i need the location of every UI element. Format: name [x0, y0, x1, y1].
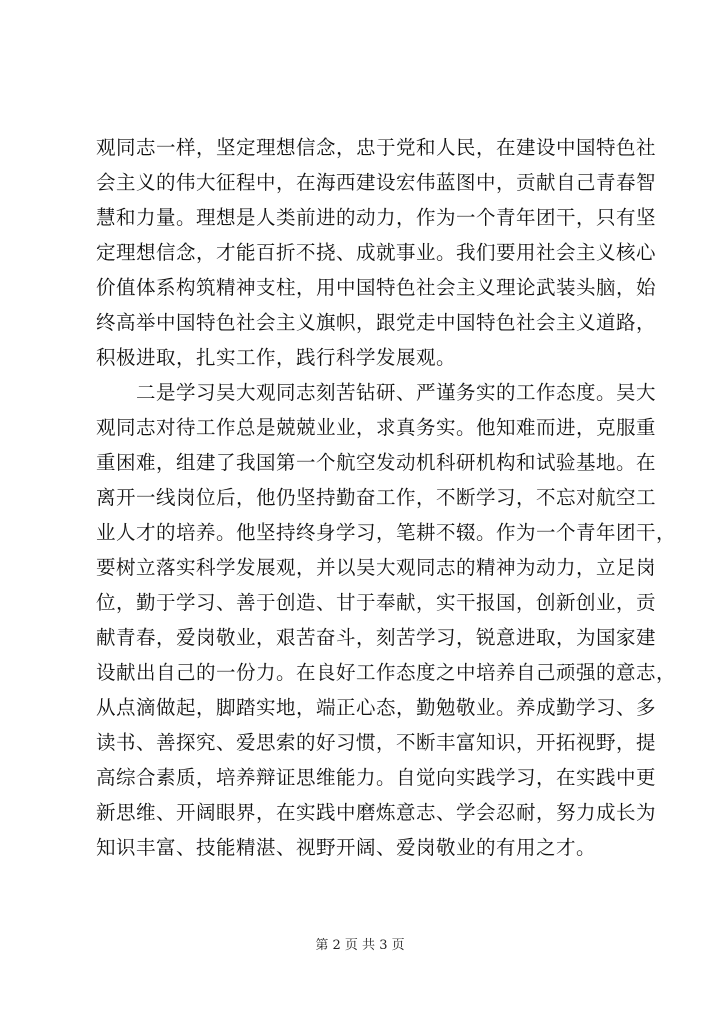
text-line: 会主义的伟大征程中，在海西建设宏伟蓝图中，贡献自己青春智 — [96, 171, 657, 194]
text-line: 价值体系构筑精神支柱，用中国特色社会主义理论武装头脑，始 — [96, 276, 657, 299]
text-line: 位，勤于学习、善于创造、甘于奉献，实干报国，创新创业，贡 — [96, 591, 657, 614]
page-number: 第 2 页 共 3 页 — [315, 938, 405, 953]
paragraph-1 — [96, 130, 656, 375]
text-line: 业人才的培养。他坚持终身学习，笔耕不辍。作为一个青年团干， — [96, 521, 677, 544]
text-line: 离开一线岗位后，他仍坚持勤奋工作，不断学习，不忘对航空工 — [96, 486, 657, 509]
paragraph-2 — [96, 375, 677, 865]
text-line: 从点滴做起，脚踏实地，端正心态，勤勉敬业。养成勤学习、多 — [96, 696, 657, 719]
text-line: 二是学习吴大观同志刻苦钻研、严谨务实的工作态度。吴大 — [136, 381, 657, 404]
text-line: 高综合素质，培养辩证思维能力。自觉向实践学习，在实践中更 — [96, 766, 657, 789]
text-line: 知识丰富、技能精湛、视野开阔、爱岗敬业的有用之才。 — [96, 836, 597, 859]
text-line: 读书、善探究、爱思索的好习惯，不断丰富知识，开拓视野，提 — [96, 731, 657, 754]
text-line: 慧和力量。理想是人类前进的动力，作为一个青年团干，只有坚 — [96, 206, 657, 229]
text-line: 观同志一样，坚定理想信念，忠于党和人民，在建设中国特色社 — [96, 136, 657, 159]
text-line: 设献出自己的一份力。在良好工作态度之中培养自己顽强的意志， — [96, 661, 677, 684]
body-text — [96, 130, 677, 865]
text-line: 积极进取，扎实工作，践行科学发展观。 — [96, 346, 457, 369]
text-line: 观同志对待工作总是兢兢业业，求真务实。他知难而进，克服重 — [96, 416, 657, 439]
text-line: 定理想信念，才能百折不挠、成就事业。我们要用社会主义核心 — [96, 241, 657, 264]
text-line: 献青春，爱岗敬业，艰苦奋斗，刻苦学习，锐意进取，为国家建 — [96, 626, 657, 649]
text-line: 终高举中国特色社会主义旗帜，跟党走中国特色社会主义道路， — [96, 311, 657, 334]
text-line: 新思维、开阔眼界，在实践中磨炼意志、学会忍耐，努力成长为 — [96, 801, 657, 824]
text-line: 重困难，组建了我国第一个航空发动机科研机构和试验基地。在 — [96, 451, 657, 474]
text-line: 要树立落实科学发展观，并以吴大观同志的精神为动力，立足岗 — [96, 556, 657, 579]
